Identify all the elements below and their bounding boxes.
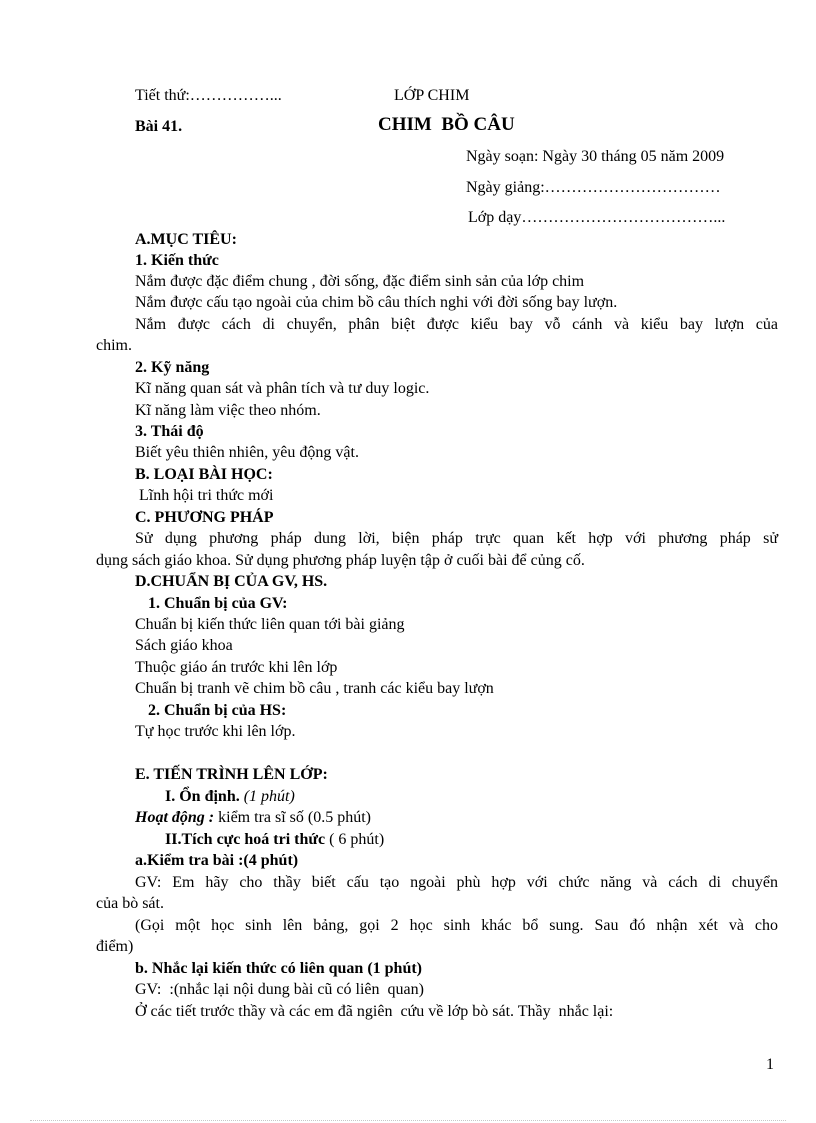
lesson-number: Tiết thứ:……………... bbox=[135, 87, 282, 104]
knowledge-line-2: Nắm được cấu tạo ngoài của chim bồ câu thích nghi với đời sống bay lượn. bbox=[135, 294, 618, 311]
part-1 bbox=[165, 787, 295, 807]
attitude-heading: 3. Thái độ bbox=[135, 423, 204, 440]
date-prepared: Ngày soạn: Ngày 30 tháng 05 năm 2009 bbox=[466, 148, 725, 165]
recall-time: (1 phút) bbox=[363, 960, 422, 977]
knowledge-heading: 1. Kiến thức bbox=[135, 252, 219, 269]
attitude-line-1: Biết yêu thiên nhiên, yêu động vật. bbox=[135, 444, 359, 461]
date-taught: Ngày giảng:…………………………… bbox=[466, 179, 721, 196]
part-1-time: (1 phút) bbox=[243, 788, 295, 805]
check-line-2: (Gọi một học sinh lên bảng, gọi 2 học sinh khác bổ sung. Sau đó nhận xét và cho bbox=[135, 917, 778, 934]
teacher-prep-line-4: Chuẩn bị tranh vẽ chim bồ câu , tranh các kiểu bay lượn bbox=[135, 680, 494, 697]
part-1-label: I. Ổn định. bbox=[165, 788, 240, 805]
part-2-time: ( 6 phút) bbox=[325, 831, 385, 848]
method-line-1-cont: dụng sách giáo khoa. Sử dụng phương pháp luyện tập ở cuối bài để củng cố. bbox=[96, 552, 585, 569]
section-c-heading: C. PHƯƠNG PHÁP bbox=[135, 509, 274, 526]
activity-line bbox=[135, 808, 371, 828]
teacher-prep-heading: 1. Chuẩn bị của GV: bbox=[148, 595, 288, 612]
check-line-1-cont: của bò sát. bbox=[96, 895, 164, 912]
student-prep-line-1: Tự học trước khi lên lớp. bbox=[135, 723, 296, 740]
knowledge-line-1: Nắm được đặc điểm chung , đời sống, đặc điểm sinh sản của lớp chim bbox=[135, 273, 585, 290]
activity-label: Hoạt động : bbox=[135, 809, 215, 826]
recall-heading bbox=[135, 959, 422, 979]
class-taught: Lớp dạy………………………………... bbox=[468, 209, 726, 226]
skills-line-1: Kĩ năng quan sát và phân tích và tư duy logic. bbox=[135, 380, 430, 397]
method-line-1: Sử dụng phương pháp dung lời, biện pháp trực quan kết hợp với phương pháp sử bbox=[135, 530, 778, 547]
section-d-heading: D.CHUẨN BỊ CỦA GV, HS. bbox=[135, 573, 328, 590]
student-prep-heading: 2. Chuẩn bị của HS: bbox=[148, 702, 287, 719]
teacher-prep-line-1: Chuẩn bị kiến thức liên quan tới bài giảng bbox=[135, 616, 405, 633]
recall-line-1: GV: :(nhắc lại nội dung bài cũ có liên quan) bbox=[135, 981, 424, 998]
class-name: LỚP CHIM bbox=[394, 87, 470, 104]
section-b-heading: B. LOẠI BÀI HỌC: bbox=[135, 466, 273, 483]
teacher-prep-line-2: Sách giáo khoa bbox=[135, 637, 233, 654]
knowledge-line-3-cont: chim. bbox=[96, 337, 132, 354]
knowledge-line-3: Nắm được cách di chuyển, phân biệt được kiểu bay vỗ cánh và kiểu bay lượn của bbox=[135, 316, 778, 333]
page-title: CHIM BỒ CÂU bbox=[378, 114, 515, 135]
recall-line-2: Ở các tiết trước thầy và các em đã ngiên cứu về lớp bò sát. Thầy nhắc lại: bbox=[135, 1003, 614, 1020]
activity-text: kiểm tra sĩ số (0.5 phút) bbox=[214, 809, 371, 826]
check-line-1: GV: Em hãy cho thầy biết cấu tạo ngoài phù hợp với chức năng và cách di chuyển bbox=[135, 874, 778, 891]
recall-label: b. Nhắc lại kiến thức có liên quan bbox=[135, 960, 364, 977]
page-bottom-divider bbox=[30, 1120, 786, 1121]
page-number: 1 bbox=[766, 1056, 774, 1073]
lesson-label: Bài 41. bbox=[135, 118, 183, 135]
part-2-label: II.Tích cực hoá tri thức bbox=[165, 831, 326, 848]
skills-heading: 2. Kỹ năng bbox=[135, 359, 210, 376]
teacher-prep-line-3: Thuộc giáo án trước khi lên lớp bbox=[135, 659, 338, 676]
part-2 bbox=[165, 830, 384, 850]
check-line-2-cont: điểm) bbox=[96, 938, 134, 955]
section-e-heading: E. TIẾN TRÌNH LÊN LỚP: bbox=[135, 766, 328, 783]
lesson-type: Lĩnh hội tri thức mới bbox=[139, 487, 274, 504]
check-heading: a.Kiểm tra bài :(4 phút) bbox=[135, 852, 299, 869]
section-a-heading: A.MỤC TIÊU: bbox=[135, 231, 237, 248]
skills-line-2: Kĩ năng làm việc theo nhóm. bbox=[135, 402, 321, 419]
